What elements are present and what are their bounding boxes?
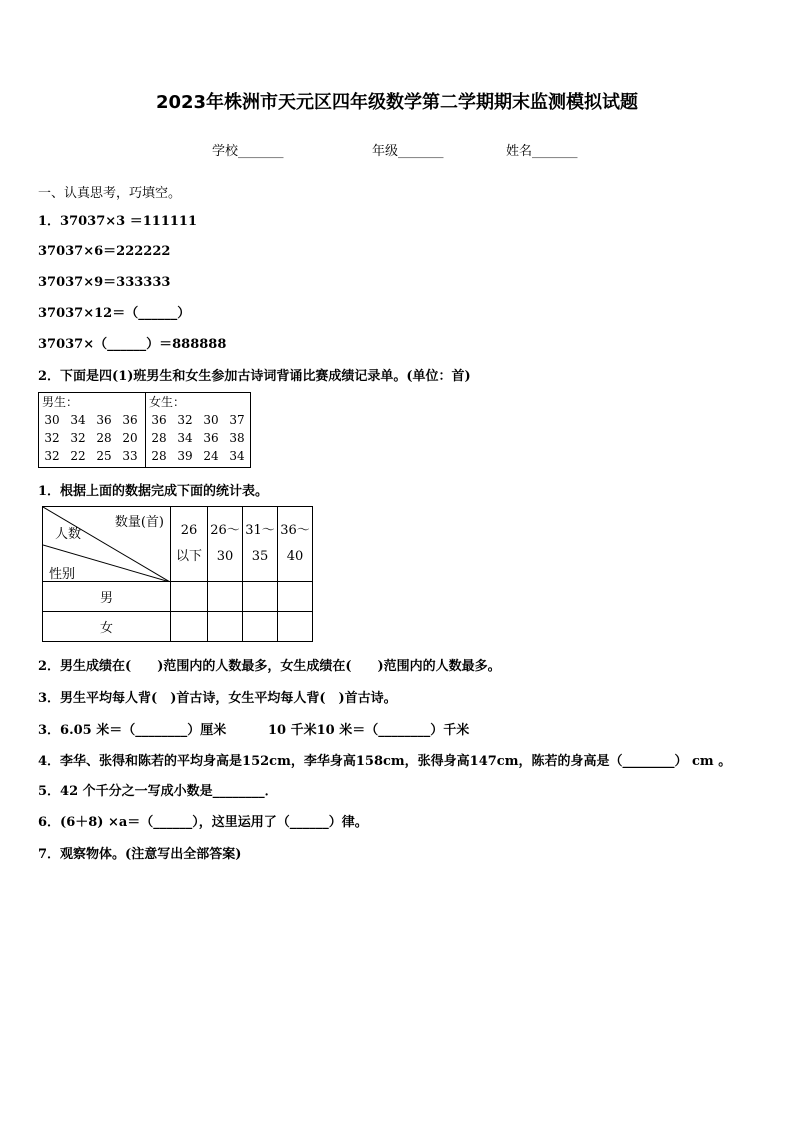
section-heading: 一、认真思考，巧填空。 xyxy=(38,186,182,201)
score-cell: 32 xyxy=(177,413,193,427)
score-cell: 36 xyxy=(96,413,112,427)
answer-cell[interactable] xyxy=(278,582,313,612)
answer-cell[interactable] xyxy=(243,612,278,642)
col-header-1-bottom: 以下 xyxy=(175,549,202,564)
score-cell: 36 xyxy=(122,413,138,427)
score-cell: 36 xyxy=(203,431,219,445)
score-cell: 38 xyxy=(229,431,245,445)
q2-sub-1: 1．根据上面的数据完成下面的统计表。 xyxy=(38,484,269,499)
page-title: 2023年株洲市天元区四年级数学第二学期期末监测模拟试题 xyxy=(155,92,639,113)
school-field: 学校_______ xyxy=(212,144,284,159)
answer-cell[interactable] xyxy=(171,582,208,612)
score-cell: 34 xyxy=(177,431,193,445)
boys-score-table xyxy=(39,393,143,465)
score-cell: 36 xyxy=(151,413,167,427)
q5: 5．42 个千分之一写成小数是________． xyxy=(38,784,278,799)
col-header-4-top: 36～ xyxy=(280,523,310,538)
q1-line-1: 1．37037×3 ＝111111 xyxy=(38,214,198,229)
col-header-2-bottom: 30 xyxy=(216,549,234,564)
col-header-2 xyxy=(208,507,243,582)
col-header-3-top: 31～ xyxy=(245,523,275,538)
score-cell: 28 xyxy=(151,449,167,463)
q1-line-2: 37037×6＝222222 xyxy=(38,244,171,259)
score-cell: 28 xyxy=(151,431,167,445)
answer-cell[interactable] xyxy=(278,612,313,642)
score-cell: 28 xyxy=(96,431,112,445)
col-header-2-top: 26～ xyxy=(210,523,240,538)
q7: 7．观察物体。(注意写出全部答案) xyxy=(38,847,242,862)
col-header-3 xyxy=(243,507,278,582)
statistics-table xyxy=(42,506,313,642)
col-header-4-bottom: 40 xyxy=(286,549,304,564)
header-gender: 性别 xyxy=(49,567,76,582)
q3-part-a: 3．6.05 米＝（________）厘米 xyxy=(38,723,227,738)
col-header-3-bottom: 35 xyxy=(251,549,269,564)
q3-part-b: 10 千米10 米＝（________）千米 xyxy=(268,723,470,738)
score-cell: 32 xyxy=(44,449,60,463)
q1-line-5: 37037×（______）＝888888 xyxy=(38,337,227,352)
score-cell: 32 xyxy=(70,431,86,445)
q2-sub-2: 2．男生成绩在( )范围内的人数最多，女生成绩在( )范围内的人数最多。 xyxy=(38,659,501,674)
boys-label: 男生： xyxy=(42,395,79,409)
score-cell: 30 xyxy=(44,413,60,427)
q6: 6．(6＋8) ×a＝（______），这里运用了（______）律。 xyxy=(38,815,368,830)
col-header-4 xyxy=(278,507,313,582)
girls-score-table xyxy=(146,393,250,465)
answer-cell[interactable] xyxy=(171,612,208,642)
girls-score-box xyxy=(145,392,251,468)
col-header-1 xyxy=(171,507,208,582)
score-cell: 25 xyxy=(96,449,112,463)
score-cell: 37 xyxy=(229,413,245,427)
row-label-boys: 男 xyxy=(43,582,171,612)
header-quantity: 数量(首) xyxy=(114,515,164,530)
score-cell: 34 xyxy=(229,449,245,463)
name-field: 姓名_______ xyxy=(506,144,578,159)
q2-sub-3: 3．男生平均每人背( )首古诗，女生平均每人背( )首古诗。 xyxy=(38,691,397,706)
diagonal-header-cell xyxy=(43,507,171,582)
score-cell: 33 xyxy=(122,449,138,463)
girls-label: 女生： xyxy=(149,395,186,409)
grade-field: 年级_______ xyxy=(372,144,444,159)
score-cell: 30 xyxy=(203,413,219,427)
q4: 4．李华、张得和陈若的平均身高是152cm，李华身高158cm，张得身高147cm，陈若的身高是（________） cm 。 xyxy=(38,754,732,769)
score-cell: 39 xyxy=(177,449,193,463)
score-cell: 20 xyxy=(122,431,138,445)
q1-line-4: 37037×12＝（______） xyxy=(38,306,191,321)
answer-cell[interactable] xyxy=(208,582,243,612)
score-cell: 34 xyxy=(70,413,86,427)
answer-cell[interactable] xyxy=(208,612,243,642)
score-cell: 24 xyxy=(203,449,219,463)
col-header-1-top: 26 xyxy=(180,523,198,538)
boys-score-box xyxy=(38,392,146,468)
header-count: 人数 xyxy=(55,527,82,542)
score-cell: 32 xyxy=(44,431,60,445)
q1-line-3: 37037×9＝333333 xyxy=(38,275,171,290)
score-cell: 22 xyxy=(70,449,86,463)
answer-cell[interactable] xyxy=(243,582,278,612)
q2-intro: 2．下面是四(1)班男生和女生参加古诗词背诵比赛成绩记录单。(单位：首) xyxy=(38,369,471,384)
row-label-girls: 女 xyxy=(43,612,171,642)
